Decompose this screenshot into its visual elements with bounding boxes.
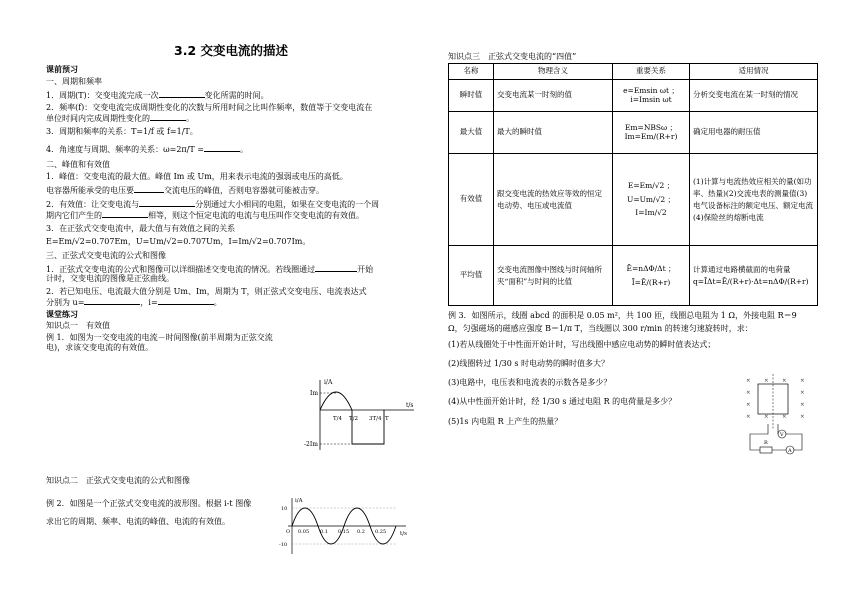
svg-text:×: × <box>782 414 787 420</box>
row-use: (1)计算与电流热效应相关的量(如功率、热量)(2)交流电表的测量值(3)电气设备标注的额定电压、额定电流(4)保险丝的熔断电流 <box>690 154 818 246</box>
question-2: (2)线圈转过 1/30 s 时电动势的瞬时值多大？ <box>448 358 610 368</box>
table-header: 适用情况 <box>690 64 818 80</box>
table-header: 物理含义 <box>494 64 613 80</box>
fig2-tick: 0.25 <box>375 529 387 535</box>
blank[interactable] <box>315 263 357 272</box>
svg-text:×: × <box>746 390 751 396</box>
fig2-tick: 0.05 <box>298 529 310 535</box>
section-2-heading: 二、峰值和有效值 <box>46 159 110 169</box>
question-1: (1)若从线圈处于中性面开始计时，写出线圈中感应电动势的瞬时值表达式； <box>448 339 716 349</box>
fig1-ylabel: i/A <box>324 379 333 386</box>
svg-text:×: × <box>800 402 805 408</box>
capacitor-line: 电容器所能承受的电压要 交流电压的峰值，否则电容器就可能被击穿。 <box>46 186 324 196</box>
row-name: 最大值 <box>449 112 494 154</box>
peak-line: 1．峰值：交变电流的最大值。峰值 Im 或 Um，用来表示电流的强弱或电压的高低。 <box>46 171 348 181</box>
fig2-tick: 0.1 <box>320 529 328 535</box>
fig1-xlabel: t/s <box>406 402 414 409</box>
section-1-heading: 一、周期和频率 <box>46 76 102 86</box>
ammeter-label: A <box>788 448 792 454</box>
row-use: 确定用电器的耐压值 <box>690 112 818 154</box>
fig1-peak-label: Im <box>310 390 319 397</box>
svg-text:×: × <box>746 414 751 420</box>
line-4: 4．角速度与周期、频率的关系：ω=2π/T = 。 <box>46 144 248 154</box>
fig2-xlabel: t/s <box>400 531 407 537</box>
fig2-ylabel: i/A <box>295 498 303 504</box>
row-name: 平均值 <box>449 246 494 306</box>
row-meaning: 跟交变电流的热效应等效的恒定电动势、电压或电流值 <box>494 154 613 246</box>
example-2: 例 2．如图是一个正弦式交变电流的波形图。根据 i-t 图像 求出它的周期、频率、电流的峰值、电流的有效值。 <box>46 499 252 526</box>
svg-text:×: × <box>764 378 769 384</box>
fig1-neg-label: -2Im <box>304 441 318 448</box>
row-meaning: 交变电流图像中图线与时间轴所夹“面积”与时间的比值 <box>494 246 613 306</box>
blank[interactable] <box>134 184 164 193</box>
svg-text:×: × <box>800 414 805 420</box>
fig2-y1: 10 <box>281 506 288 512</box>
fig2-tick: 0.2 <box>357 529 365 535</box>
question-3: (3)电路中，电压表和电流表的示数各是多少？ <box>448 378 612 388</box>
line-3: 3．周期和频率的关系：T=1/f 或 f=1/T。 <box>46 127 198 137</box>
relation-line: 3．在正弦式交变电流中，最大值与有效值之间的关系 <box>46 223 236 233</box>
row-meaning: 最大的瞬时值 <box>494 112 613 154</box>
question-5: (5)1s 内电阻 R 上产生的热量？ <box>448 416 563 426</box>
row-use: 计算通过电路横截面的电荷量 q=ĪΔt=Ē/(R+r)·Δt=nΔΦ/(R+r) <box>690 246 818 306</box>
blank[interactable] <box>139 198 195 207</box>
example-1: 例 1．如图为一交变电流的电流－时间图像(前半周期为正弦交流 电)，求该交变电流的有效值。 <box>46 333 273 352</box>
svg-text:×: × <box>800 390 805 396</box>
svg-text:×: × <box>800 378 805 384</box>
row-relation: Em=NBSω ； Im=Em/(R+r) <box>613 112 690 154</box>
blank[interactable] <box>159 89 205 98</box>
svg-text:×: × <box>782 378 787 384</box>
question-4: (4)从中性面开始计时，经 1/30 s 通过电阻 R 的电荷量是多少？ <box>448 397 677 407</box>
example-2-graph <box>278 496 412 556</box>
fig2-tick: 0.15 <box>338 529 350 535</box>
knowledge-point-2: 知识点二 正弦式交变电流的公式和图像 <box>46 476 190 485</box>
line-1: 1．周期(T)：交变电流完成一次 变化所需的时间。 <box>46 90 269 100</box>
fig2-origin: O <box>286 529 291 535</box>
example-1-graph <box>300 378 420 452</box>
table-row <box>449 112 818 154</box>
example-3: 例 3．如图所示，线圈 abcd 的面积是 0.05 m²，共 100 匝，线圈总电阻为 1 Ω，外接电阻 R＝9 Ω，匀强磁场的磁感应强度 B＝1/π T，当线圈以 300 r/min 的转速匀速旋转时，求： <box>448 311 797 333</box>
row-relation: E=Em/√2 ； U=Um/√2 ； I=Im/√2 <box>613 154 690 246</box>
knowledge-point-3: 知识点三 正弦式交变电流的“四值” <box>448 52 577 61</box>
row-name: 有效值 <box>449 154 494 246</box>
resistor-label: R <box>764 440 768 446</box>
page-title: 3.2 交变电流的描述 <box>174 43 288 58</box>
section-3-heading: 三、正弦式交变电流的公式和图像 <box>46 251 166 260</box>
row-use: 分析交变电流在某一时刻的情况 <box>690 80 818 112</box>
row-meaning: 交变电流某一时刻的值 <box>494 80 613 112</box>
formula-line-1: 1．正弦式交变电流的公式和图像可以详细描述交变电流的情况。若线圈通过 开始 计时，交变电流的图像是正弦曲线。 <box>46 265 374 284</box>
preview-heading: 课前预习 <box>46 65 78 75</box>
svg-text:×: × <box>746 378 751 384</box>
voltmeter-label: V <box>780 432 784 438</box>
row-relation: Ē=nΔΦ/Δt ； Ī=Ē/(R+r) <box>613 246 690 306</box>
table-header-row <box>449 64 818 80</box>
relation-formula: E=Em/√2=0.707Em，U=Um/√2=0.707Um，I=Im/√2=0.707Im。 <box>46 236 311 246</box>
table-row <box>449 154 818 246</box>
svg-text:×: × <box>764 414 769 420</box>
fig1-tick-3: 3T/4 <box>369 416 382 422</box>
four-values-table <box>448 63 818 306</box>
coil-circuit-diagram <box>742 372 832 456</box>
effective-line: 2．有效值：让交变电流与 分别通过大小相同的电阻，如果在交变电流的一个周 期内它们产生的 相等，则这个恒定电流的电流与电压叫作交变电流的有效值。 <box>46 200 380 221</box>
fig1-tick-1: T/4 <box>333 416 343 422</box>
svg-text:×: × <box>746 402 751 408</box>
formula-line-2: 2．若已知电压、电流最大值分别是 Um、Im，周期为 T，则正弦式交变电压、电流表达式 分别为 u= ，i= 。 <box>46 286 367 307</box>
table-header: 名称 <box>449 64 494 80</box>
blank[interactable] <box>204 143 240 152</box>
line-2: 2．频率(f)：交变电流完成周期性变化的次数与所用时间之比叫作频率，数值等于交变电流在 单位时间内完成周期性变化的 。 <box>46 102 373 124</box>
blank[interactable] <box>84 296 140 305</box>
left-column <box>46 44 416 355</box>
row-name: 瞬时值 <box>449 80 494 112</box>
fig1-tick-4: T <box>385 416 389 422</box>
table-row <box>449 246 818 306</box>
blank[interactable] <box>150 112 186 121</box>
knowledge-point-1: 知识点一 有效值 <box>46 321 110 331</box>
blank[interactable] <box>158 296 214 305</box>
blank[interactable] <box>102 209 148 218</box>
table-header: 重要关系 <box>613 64 690 80</box>
table-row <box>449 80 818 112</box>
row-relation: e=Emsin ωt ； i=Imsin ωt <box>613 80 690 112</box>
fig2-y2: -10 <box>279 542 288 548</box>
practice-heading: 课堂练习 <box>46 309 78 319</box>
fig1-tick-2: T/2 <box>349 416 359 422</box>
